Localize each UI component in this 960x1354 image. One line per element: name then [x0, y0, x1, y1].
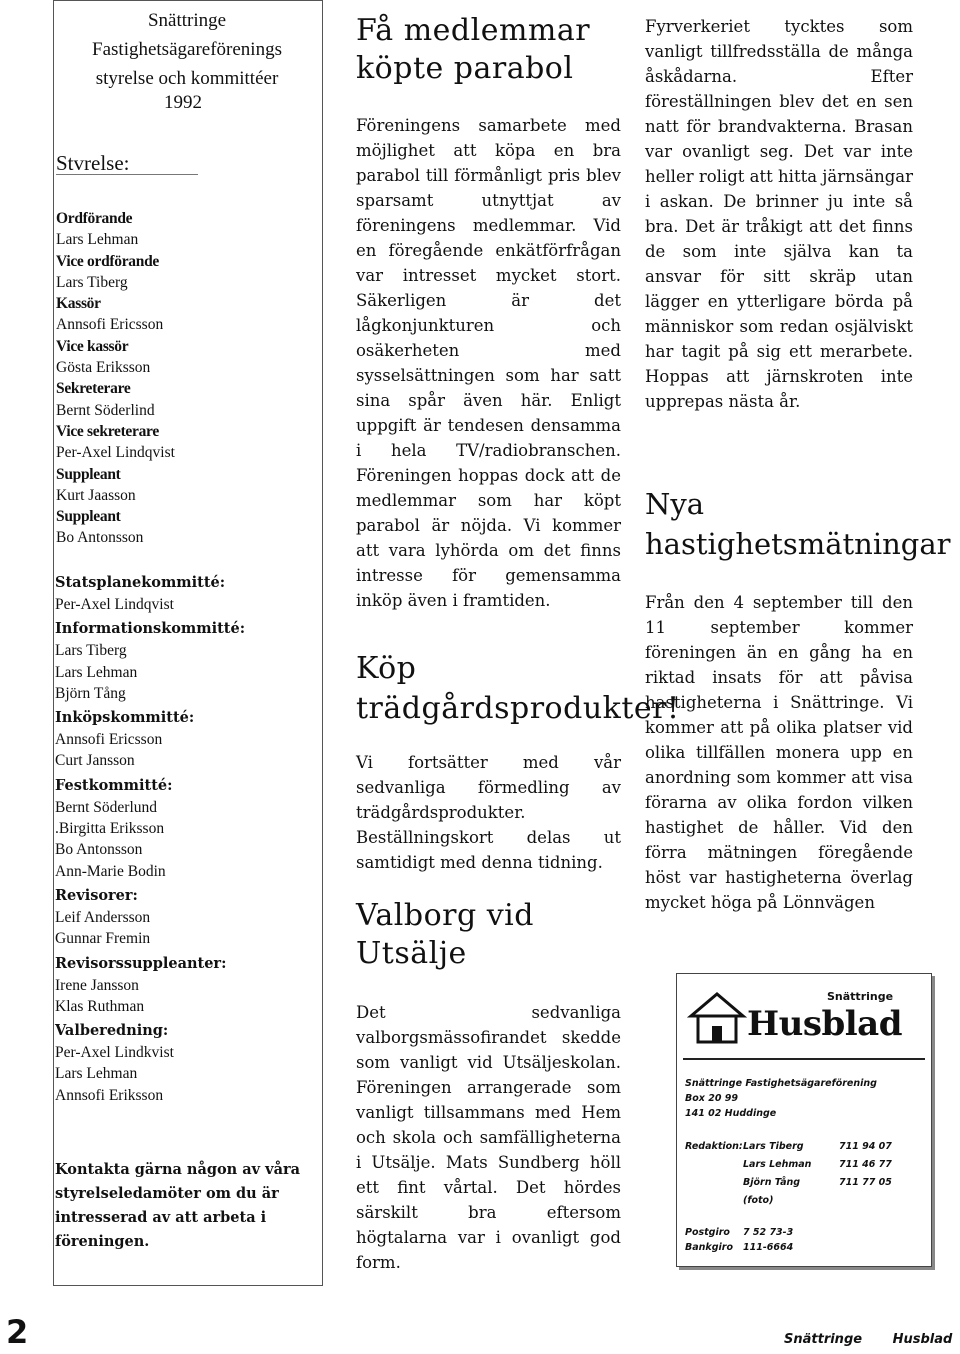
role-name: Per-Axel Lindqvist	[56, 444, 175, 462]
committee-member: Annsofi Eriksson	[55, 1086, 164, 1104]
role-title: Sekreterare	[56, 380, 131, 398]
masthead-redaktion-label: Redaktion:	[685, 1141, 743, 1152]
board-title	[56, 6, 318, 93]
masthead-divider	[683, 1058, 925, 1060]
committee-member: Irene Jansson	[55, 976, 139, 994]
masthead-org-line: Snättringe Fastighetsägareförening	[685, 1078, 877, 1089]
committee-member: Bernt Söderlund	[55, 798, 158, 816]
masthead-brand-small: Snättringe	[827, 990, 894, 1003]
committee-member: .Birgitta Eriksson	[55, 820, 165, 838]
masthead-editor-phone: 711 46 77	[839, 1159, 892, 1170]
role-title: Kassör	[56, 295, 101, 313]
masthead-bankgiro-label: Bankgiro	[685, 1242, 734, 1253]
committee-heading: Revisorer:	[55, 886, 138, 904]
masthead-bankgiro-value: 111-6664	[743, 1242, 794, 1253]
committee-heading: Revisorssuppleanter:	[55, 954, 227, 972]
masthead-zip-line: 141 02 Huddinge	[685, 1108, 777, 1119]
committee-member: Gunnar Fremin	[55, 930, 151, 948]
masthead-title: Husblad	[747, 1004, 902, 1044]
contact-note: Kontakta gärna någon av våra styrelseledamöter om du är intresserad av att arbeta i föreningen.	[55, 1161, 300, 1250]
board-roles-list	[56, 208, 316, 549]
masthead-editor-name: Lars Lehman	[743, 1159, 812, 1170]
masthead-postgiro-value: 7 52 73-3	[743, 1227, 794, 1238]
valborg-article-heading: Valborg vid Utsälje	[356, 898, 534, 971]
masthead-foto-label: (foto)	[743, 1195, 774, 1206]
masthead-editor-phone: 711 77 05	[839, 1177, 892, 1188]
footer-brand: Snättringe Husblad	[784, 1332, 953, 1347]
role-name: Bo Antonsson	[56, 529, 144, 547]
role-name: Bernt Söderlind	[56, 401, 155, 419]
committee-member: Lars Tiberg	[55, 642, 127, 660]
board-title-line-3: styrelse och kommittéer	[95, 68, 279, 89]
committee-heading: Inköpskommitté:	[55, 709, 195, 727]
committee-group	[55, 707, 317, 772]
role-title: Vice sekreterare	[56, 422, 159, 440]
role-name: Gösta Eriksson	[56, 359, 151, 377]
board-heading-rule	[56, 174, 198, 175]
committee-group	[55, 572, 317, 615]
masthead-postgiro-label: Postgiro	[685, 1227, 730, 1238]
committee-member: Bo Antonsson	[55, 841, 143, 859]
committee-group	[55, 885, 317, 950]
house-logo-icon	[687, 988, 747, 1046]
fireworks-article-body: Fyrverkeriet tycktes som vanligt tillfredsställa de många åskådarna. Efter föreställningen blev det en sen natt för brandvakterna. Brasan var ovanligt seg. Det var inte heller roligt att hitta järnsängar i askan. De brinner ju inte så bra. Det är tråkigt att det finns de som inte själva kan ta ansvar för sitt skräp utan lägger en ytterligare börda på människor som redan osjälviskt har tagit på sig ett merarbete. Hoppas att järnskroten inte upprepas nästa år.	[645, 17, 913, 411]
committees-list	[55, 572, 317, 1109]
role-name: Lars Tiberg	[56, 273, 128, 291]
committee-member: Ann-Marie Bodin	[55, 862, 166, 880]
committee-group	[55, 775, 317, 882]
committee-group	[55, 1020, 317, 1106]
role-title: Vice ordförande	[56, 252, 159, 270]
role-name: Kurt Jaasson	[56, 486, 136, 504]
garden-article-body: Vi fortsätter med vår sedvanliga förmedling av trädgårdsprodukter. Beställningskort delas ut samtidigt med denna tidning.	[356, 753, 621, 872]
role-title: Vice kassör	[56, 337, 129, 355]
committee-heading: Festkommitté:	[55, 776, 173, 794]
committee-heading: Informationskommitté:	[55, 620, 246, 638]
role-title: Suppleant	[56, 465, 121, 483]
committee-member: Leif Andersson	[55, 908, 151, 926]
committee-member: Björn Tång	[55, 684, 126, 702]
committee-member: Per-Axel Lindkvist	[55, 1044, 174, 1062]
committee-member: Lars Lehman	[55, 663, 138, 681]
role-title: Suppleant	[56, 508, 121, 526]
page-number: 2	[6, 1313, 29, 1351]
valborg-article-body: Det sedvanliga valborgsmässofirandet skedde som vanligt vid Utsäljeskolan. Föreningen arrangerade som vanligt tillsammans med Hem och skola och samfälligheterna i Utsälje. Mats Sundberg höll ett fint vårtal. Det hördes särskilt bra eftersom högtalarna var i ovanligt god form.	[356, 1003, 621, 1272]
committee-member: Annsofi Ericsson	[55, 731, 163, 749]
committee-member: Per-Axel Lindqvist	[55, 596, 174, 613]
board-year: 1992	[164, 92, 202, 113]
masthead-editor-name: Lars Tiberg	[743, 1141, 804, 1152]
committee-member: Klas Ruthman	[55, 997, 145, 1015]
masthead-editor-phone: 711 94 07	[839, 1141, 892, 1152]
committee-member: Lars Lehman	[55, 1065, 138, 1083]
board-title-line-2: Fastighetsägareförenings	[92, 39, 282, 60]
masthead-box-line: Box 20 99	[685, 1093, 738, 1104]
parabol-article-body: Föreningens samarbete med möjlighet att köpa en bra parabol till förmånligt pris blev sparsamt utnyttjat av föreningens medlemmar. Vid en föregående enkätförfrågan var intresset mycket stort. Säkerligen är det lågkonjunkturen och osäkerheten med sysselsättningen som har satt sina spår även här. Enligt uppgift är tendesen densamma i hela TV/radiobranschen. Föreningen hoppas dock att de medlemmar som har köpt parabol är nöjda. Vi kommer att vara lyhörda om det finns intresse för gemensamma inköp även i framtiden.	[356, 116, 621, 610]
board-title-line-1: Snättringe	[147, 10, 227, 31]
masthead-editor-name: Björn Tång	[743, 1177, 801, 1188]
speed-article-body: Från den 4 september till den 11 september kommer föreningen än en gång ha en riktad insats för att påvisa hastigheterna i Snättringe. Vi kommer att på olika platser vid olika tillfällen monera upp en anordning som kommer att visa förarna av olika fordon vilken hastighet de håller. Vid den förra mätningen föregående höst var hastigheterna överlag mycket höga på Lönnvägen	[645, 593, 913, 912]
role-name: Lars Lehman	[56, 231, 139, 249]
speed-article-heading: Nya hastighetsmätningar	[645, 487, 951, 561]
committee-group	[55, 953, 317, 1018]
role-name: Annsofi Ericsson	[56, 316, 164, 334]
role-title: Ordförande	[56, 210, 133, 227]
committee-heading: Valberedning:	[55, 1022, 169, 1040]
parabol-article-heading: Få medlemmar köpte parabol	[356, 13, 591, 86]
committee-group	[55, 618, 317, 704]
committee-heading: Statsplanekommitté:	[55, 574, 226, 591]
board-heading: Stvrelse:	[56, 151, 130, 175]
husblad-masthead-card	[676, 973, 932, 1267]
committee-member: Curt Jansson	[55, 752, 135, 770]
garden-article-heading: Köp trädgårdsprodukter!	[356, 651, 680, 726]
